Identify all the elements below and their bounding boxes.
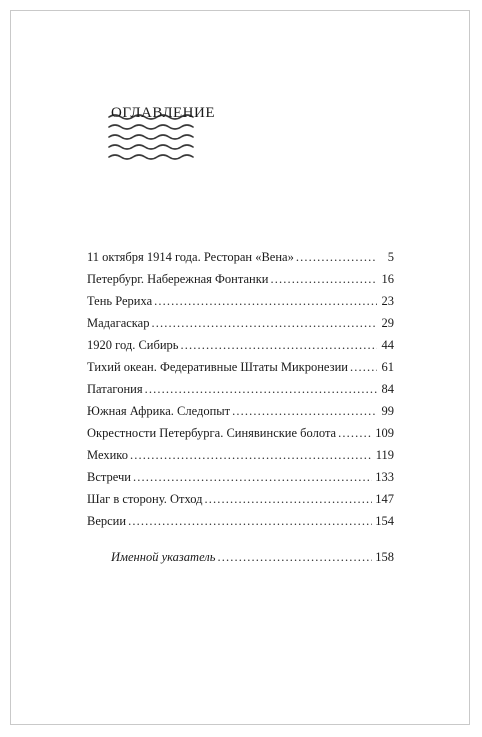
toc-entry-title: Южная Африка. Следопыт [87,404,231,418]
toc-entry[interactable] [87,378,394,400]
toc-entry-title: Патагония [87,382,143,396]
dot-leader [145,378,377,400]
toc-entry-page: 23 [381,294,394,308]
dot-leader [180,334,377,356]
toc-entry[interactable] [87,290,394,312]
dot-leader [133,466,372,488]
toc-entry-title: Шаг в сторону. Отход [87,492,203,506]
toc-entry[interactable] [87,312,394,334]
toc-entry-title: Петербург. Набережная Фонтанки [87,272,269,286]
dot-leader [270,268,377,290]
index-entry[interactable] [111,546,394,568]
dot-leader [205,488,373,510]
dot-leader [130,444,373,466]
book-page [10,10,470,725]
toc-entry-page: 84 [381,382,394,396]
toc-entry-page: 99 [381,404,394,418]
toc-entry-title: Тень Рериха [87,294,153,308]
dot-leader [154,290,377,312]
toc-entry-page: 44 [381,338,394,352]
title-block [101,97,241,177]
toc-entry[interactable] [87,422,394,444]
toc-entry[interactable] [87,334,394,356]
toc-entry-page: 5 [387,250,394,264]
dot-leader [128,510,372,532]
index-entry-title: Именной указатель [111,550,216,564]
toc-entry[interactable] [87,444,394,466]
toc-entry-page: 61 [381,360,394,374]
toc-entry[interactable] [87,510,394,532]
toc-entry-title: 1920 год. Сибирь [87,338,179,352]
toc-entry[interactable] [87,356,394,378]
toc-entry-title: Версии [87,514,127,528]
dot-leader [350,356,377,378]
toc-entry-page: 119 [375,448,394,462]
toc-entry-index[interactable] [111,546,394,568]
toc-entry-title: Встречи [87,470,131,484]
table-of-contents [87,246,394,532]
toc-entry-title: Мехико [87,448,128,462]
toc-entry-title: Мадагаскар [87,316,150,330]
dot-leader [217,546,372,568]
toc-entry-title: Окрестности Петербурга. Синявинские болота [87,426,337,440]
dot-leader [232,400,377,422]
toc-entry[interactable] [87,246,394,268]
toc-entry-title: 11 октября 1914 года. Ресторан «Вена» [87,250,294,264]
toc-entry[interactable] [87,466,394,488]
toc-entry-page: 29 [381,316,394,330]
dot-leader [338,422,372,444]
toc-entry-page: 109 [375,426,394,440]
toc-entry-title: Тихий океан. Федеративные Штаты Микронезии [87,360,348,374]
toc-entry-page: 133 [375,470,394,484]
toc-entry[interactable] [87,488,394,510]
page-title: ОГЛАВЛЕНИЕ [111,105,215,121]
index-entry-page: 158 [375,550,394,564]
toc-entry-page: 154 [375,514,394,528]
toc-entry-page: 147 [375,492,394,506]
dot-leader [151,312,377,334]
toc-entry[interactable] [87,400,394,422]
toc-entry[interactable] [87,268,394,290]
toc-entry-page: 16 [381,272,394,286]
dot-leader [296,246,377,268]
